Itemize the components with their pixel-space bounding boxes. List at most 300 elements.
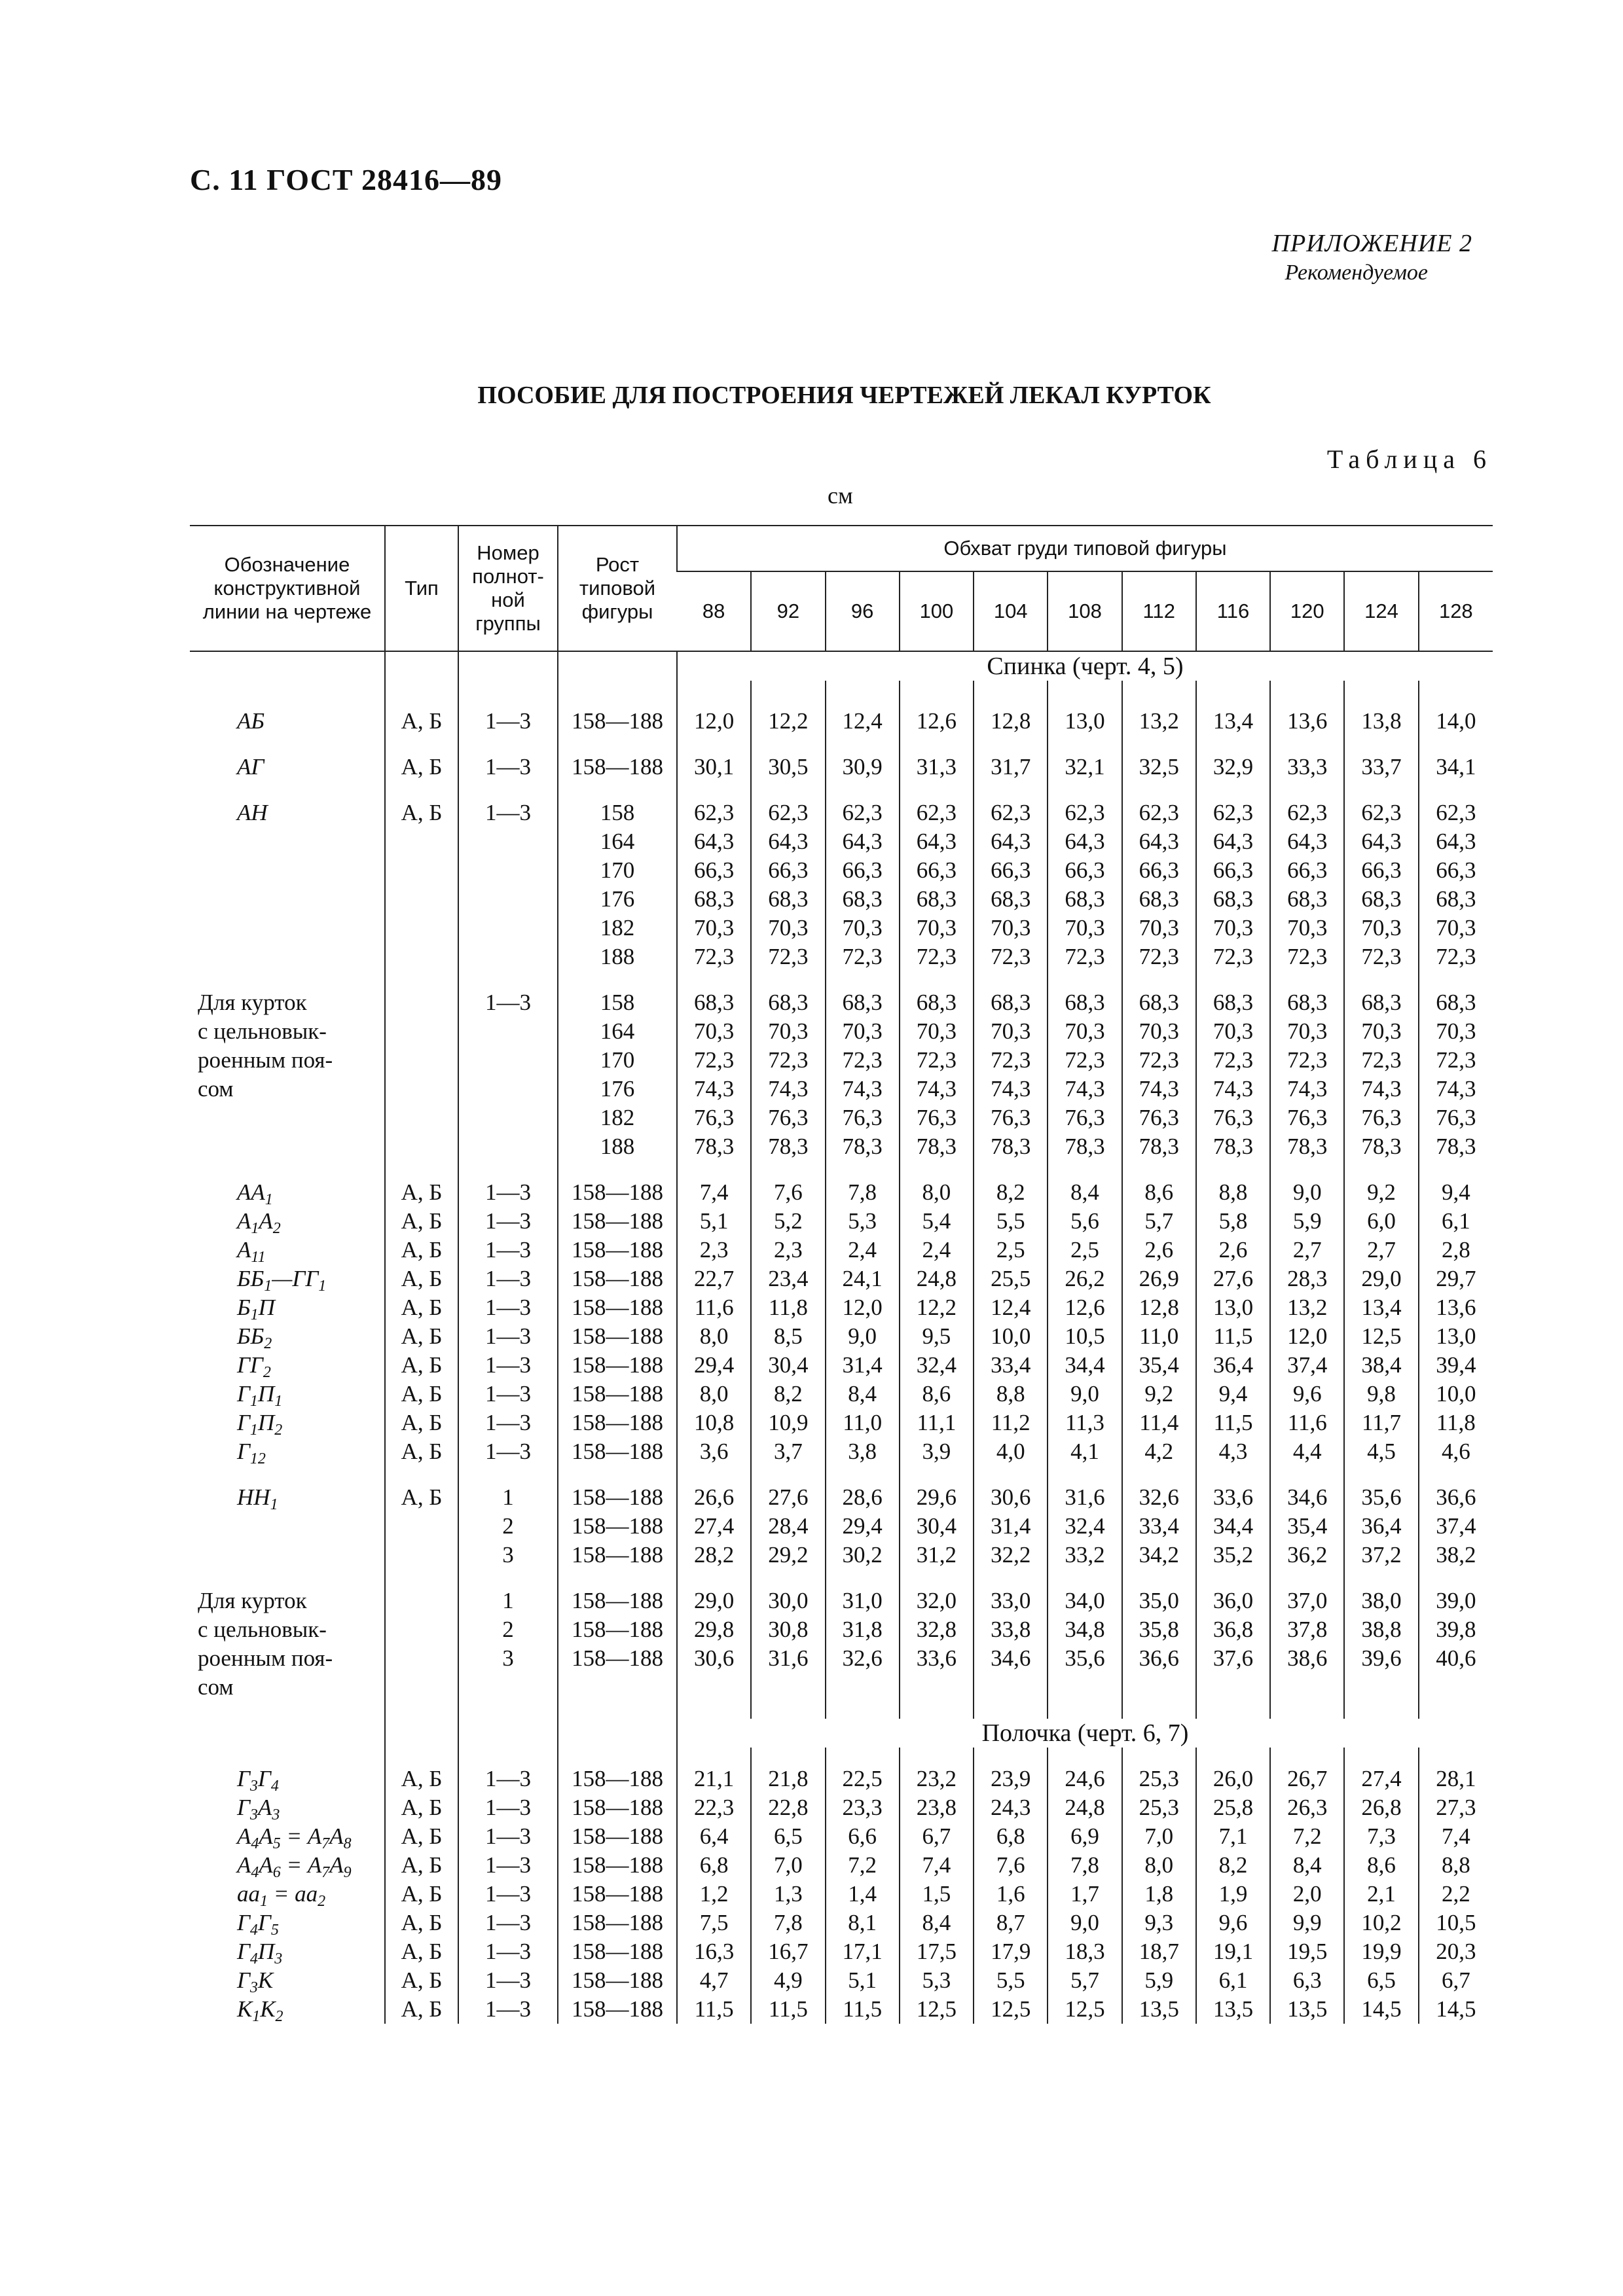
group-cell: [458, 1046, 558, 1075]
value-cell: 36,0: [1196, 1587, 1270, 1615]
value-cell: 1,7: [1048, 1880, 1122, 1909]
value-cell: 23,3: [826, 1793, 900, 1822]
value-cell: 9,0: [1270, 1178, 1344, 1207]
value-cell: 8,5: [751, 1322, 825, 1351]
height-cell: 158—188: [558, 1483, 677, 1512]
value-cell: 8,8: [1196, 1178, 1270, 1207]
value-cell: 74,3: [826, 1075, 900, 1103]
value-cell: 11,1: [900, 1408, 974, 1437]
value-cell: 9,0: [826, 1322, 900, 1351]
value-cell: 64,3: [1419, 827, 1493, 856]
designation-cell: [190, 1512, 385, 1541]
value-cell: 76,3: [1122, 1103, 1196, 1132]
group-cell: 1—3: [458, 1851, 558, 1880]
value-cell: 30,6: [974, 1483, 1048, 1512]
value-cell: 74,3: [900, 1075, 974, 1103]
value-cell: 5,3: [826, 1207, 900, 1236]
value-cell: 72,3: [1048, 942, 1122, 971]
value-cell: [751, 1673, 825, 1702]
value-cell: 32,6: [1122, 1483, 1196, 1512]
group-cell: 1—3: [458, 1765, 558, 1793]
value-cell: 72,3: [974, 942, 1048, 971]
header-chest-size: 116: [1196, 571, 1270, 651]
value-cell: 11,5: [826, 1995, 900, 2024]
value-cell: 5,1: [677, 1207, 751, 1236]
table-row: [190, 1765, 1493, 1793]
value-cell: 20,3: [1419, 1937, 1493, 1966]
value-cell: 13,6: [1419, 1293, 1493, 1322]
designation-cell: $А_4А_5 = А_7А_8$: [237, 1823, 352, 1852]
value-cell: 70,3: [1048, 1017, 1122, 1046]
value-cell: 22,3: [677, 1793, 751, 1822]
value-cell: 30,2: [826, 1541, 900, 1570]
value-cell: 66,3: [826, 856, 900, 885]
value-cell: [677, 1673, 751, 1702]
value-cell: 26,8: [1344, 1793, 1418, 1822]
group-cell: 3: [458, 1644, 558, 1673]
value-cell: 36,8: [1196, 1615, 1270, 1644]
value-cell: 2,7: [1270, 1236, 1344, 1265]
value-cell: 36,4: [1196, 1351, 1270, 1380]
value-cell: 70,3: [826, 914, 900, 942]
value-cell: 72,3: [826, 1046, 900, 1075]
value-cell: 70,3: [1196, 914, 1270, 942]
designation-cell: $АА_1$: [237, 1179, 273, 1208]
data-table: [190, 525, 1493, 2024]
value-cell: 72,3: [1419, 1046, 1493, 1075]
value-cell: 19,5: [1270, 1937, 1344, 1966]
type-cell: [385, 1017, 458, 1046]
value-cell: 5,6: [1048, 1207, 1122, 1236]
value-cell: 9,3: [1122, 1909, 1196, 1937]
type-cell: А, Б: [385, 707, 458, 736]
table-row: [190, 1587, 1493, 1615]
height-cell: [558, 1673, 677, 1702]
value-cell: 7,6: [974, 1851, 1048, 1880]
value-cell: 32,2: [974, 1541, 1048, 1570]
group-cell: [458, 1132, 558, 1161]
value-cell: 70,3: [677, 914, 751, 942]
height-cell: 170: [558, 856, 677, 885]
table-row: [190, 798, 1493, 827]
value-cell: 12,5: [974, 1995, 1048, 2024]
group-cell: [458, 856, 558, 885]
value-cell: 26,3: [1270, 1793, 1344, 1822]
value-cell: 74,3: [1196, 1075, 1270, 1103]
type-cell: А, Б: [385, 1380, 458, 1408]
type-cell: [385, 1103, 458, 1132]
value-cell: 34,4: [1196, 1512, 1270, 1541]
value-cell: 72,3: [1344, 1046, 1418, 1075]
table-row: [190, 827, 1493, 856]
value-cell: [1344, 1673, 1418, 1702]
value-cell: 9,6: [1270, 1380, 1344, 1408]
value-cell: 11,0: [826, 1408, 900, 1437]
value-cell: 32,9: [1196, 753, 1270, 781]
height-cell: 158—188: [558, 707, 677, 736]
value-cell: 76,3: [900, 1103, 974, 1132]
value-cell: 26,7: [1270, 1765, 1344, 1793]
value-cell: 33,2: [1048, 1541, 1122, 1570]
type-cell: А, Б: [385, 1265, 458, 1293]
value-cell: 5,4: [900, 1207, 974, 1236]
value-cell: 13,8: [1344, 707, 1418, 736]
value-cell: 6,5: [751, 1822, 825, 1851]
height-cell: 158—188: [558, 1937, 677, 1966]
value-cell: 74,3: [1270, 1075, 1344, 1103]
value-cell: 64,3: [1270, 827, 1344, 856]
height-cell: 164: [558, 1017, 677, 1046]
value-cell: 35,8: [1122, 1615, 1196, 1644]
value-cell: 11,6: [1270, 1408, 1344, 1437]
value-cell: 11,5: [751, 1995, 825, 2024]
height-cell: 158—188: [558, 1966, 677, 1995]
type-cell: А, Б: [385, 1207, 458, 1236]
value-cell: 12,4: [826, 707, 900, 736]
value-cell: 28,1: [1419, 1765, 1493, 1793]
value-cell: 7,0: [751, 1851, 825, 1880]
value-cell: 8,8: [974, 1380, 1048, 1408]
designation-cell: $Б_1П$: [237, 1295, 275, 1323]
value-cell: 70,3: [1196, 1017, 1270, 1046]
value-cell: 29,0: [677, 1587, 751, 1615]
value-cell: 25,5: [974, 1265, 1048, 1293]
value-cell: 5,9: [1122, 1966, 1196, 1995]
designation-cell: $Г_3К$: [237, 1967, 274, 1996]
value-cell: 13,4: [1196, 707, 1270, 736]
value-cell: 30,9: [826, 753, 900, 781]
table-row: [190, 1615, 1493, 1644]
value-cell: 36,2: [1270, 1541, 1344, 1570]
value-cell: 8,1: [826, 1909, 900, 1937]
value-cell: 28,3: [1270, 1265, 1344, 1293]
type-cell: А, Б: [385, 1178, 458, 1207]
value-cell: 72,3: [1270, 942, 1344, 971]
value-cell: 9,0: [1048, 1909, 1122, 1937]
value-cell: 76,3: [974, 1103, 1048, 1132]
value-cell: 1,6: [974, 1880, 1048, 1909]
value-cell: 26,0: [1196, 1765, 1270, 1793]
value-cell: 33,8: [974, 1615, 1048, 1644]
value-cell: 8,4: [1048, 1178, 1122, 1207]
type-cell: А, Б: [385, 1937, 458, 1966]
value-cell: 9,0: [1048, 1380, 1122, 1408]
designation-cell: [190, 827, 385, 856]
value-cell: 12,0: [677, 707, 751, 736]
type-cell: [385, 827, 458, 856]
value-cell: 33,7: [1344, 753, 1418, 781]
section-title: Полочка (черт. 6, 7): [677, 1719, 1493, 1748]
value-cell: 16,3: [677, 1937, 751, 1966]
value-cell: 39,6: [1344, 1644, 1418, 1673]
height-cell: 158—188: [558, 1644, 677, 1673]
value-cell: 27,4: [1344, 1765, 1418, 1793]
value-cell: 7,3: [1344, 1822, 1418, 1851]
value-cell: 72,3: [1196, 942, 1270, 971]
value-cell: 68,3: [900, 885, 974, 914]
group-cell: 1—3: [458, 1380, 558, 1408]
appendix-subtitle: Рекомендуемое: [1285, 260, 1428, 285]
value-cell: 13,5: [1122, 1995, 1196, 2024]
designation-cell: $ГГ_2$: [237, 1352, 271, 1381]
type-cell: А, Б: [385, 1351, 458, 1380]
group-cell: 1—3: [458, 1909, 558, 1937]
value-cell: 62,3: [677, 798, 751, 827]
value-cell: 68,3: [1419, 885, 1493, 914]
value-cell: 24,1: [826, 1265, 900, 1293]
value-cell: 64,3: [974, 827, 1048, 856]
value-cell: 37,4: [1270, 1351, 1344, 1380]
value-cell: 78,3: [900, 1132, 974, 1161]
value-cell: 24,3: [974, 1793, 1048, 1822]
value-cell: 10,0: [974, 1322, 1048, 1351]
value-cell: 66,3: [1122, 856, 1196, 885]
value-cell: 70,3: [1270, 1017, 1344, 1046]
height-cell: 158—188: [558, 753, 677, 781]
value-cell: 5,7: [1122, 1207, 1196, 1236]
value-cell: 14,5: [1419, 1995, 1493, 2024]
value-cell: 31,8: [826, 1615, 900, 1644]
designation-cell: $А_1А_2$: [237, 1208, 281, 1237]
value-cell: 12,5: [1048, 1995, 1122, 2024]
value-cell: 7,2: [826, 1851, 900, 1880]
value-cell: 17,1: [826, 1937, 900, 1966]
type-cell: А, Б: [385, 1880, 458, 1909]
height-cell: 158—188: [558, 1293, 677, 1322]
value-cell: 64,3: [1344, 827, 1418, 856]
type-cell: А, Б: [385, 1408, 458, 1437]
value-cell: 7,4: [1419, 1822, 1493, 1851]
table-row: [190, 1408, 1493, 1437]
value-cell: 13,6: [1270, 707, 1344, 736]
value-cell: 78,3: [974, 1132, 1048, 1161]
type-cell: А, Б: [385, 798, 458, 827]
value-cell: 21,8: [751, 1765, 825, 1793]
value-cell: 4,5: [1344, 1437, 1418, 1466]
value-cell: 76,3: [1419, 1103, 1493, 1132]
value-cell: 70,3: [1122, 914, 1196, 942]
value-cell: 74,3: [751, 1075, 825, 1103]
value-cell: 74,3: [1344, 1075, 1418, 1103]
table-row: [190, 1293, 1493, 1322]
value-cell: 68,3: [1344, 885, 1418, 914]
table-row: [190, 856, 1493, 885]
value-cell: 6,8: [974, 1822, 1048, 1851]
value-cell: 2,0: [1270, 1880, 1344, 1909]
value-cell: 26,2: [1048, 1265, 1122, 1293]
value-cell: 5,3: [900, 1966, 974, 1995]
value-cell: 38,0: [1344, 1587, 1418, 1615]
value-cell: 70,3: [1344, 1017, 1418, 1046]
value-cell: 70,3: [677, 1017, 751, 1046]
value-cell: 27,4: [677, 1512, 751, 1541]
value-cell: 68,3: [974, 885, 1048, 914]
value-cell: 66,3: [900, 856, 974, 885]
value-cell: 12,5: [1344, 1322, 1418, 1351]
designation-cell: АБ: [237, 708, 265, 734]
value-cell: 78,3: [751, 1132, 825, 1161]
value-cell: 4,7: [677, 1966, 751, 1995]
value-cell: 1,4: [826, 1880, 900, 1909]
height-cell: 188: [558, 942, 677, 971]
value-cell: 21,1: [677, 1765, 751, 1793]
value-cell: 72,3: [677, 942, 751, 971]
value-cell: 32,6: [826, 1644, 900, 1673]
value-cell: 9,4: [1419, 1178, 1493, 1207]
table-row: [190, 1046, 1493, 1075]
value-cell: 7,8: [1048, 1851, 1122, 1880]
table-row: [190, 1322, 1493, 1351]
height-cell: 182: [558, 1103, 677, 1132]
value-cell: 19,9: [1344, 1937, 1418, 1966]
value-cell: 35,0: [1122, 1587, 1196, 1615]
value-cell: [1048, 1673, 1122, 1702]
height-cell: 158—188: [558, 1236, 677, 1265]
value-cell: 72,3: [1344, 942, 1418, 971]
designation-cell: сом: [198, 1076, 234, 1102]
value-cell: 29,4: [677, 1351, 751, 1380]
value-cell: 5,5: [974, 1207, 1048, 1236]
group-cell: 1—3: [458, 1322, 558, 1351]
value-cell: 1,9: [1196, 1880, 1270, 1909]
type-cell: А, Б: [385, 1851, 458, 1880]
value-cell: 9,2: [1122, 1380, 1196, 1408]
value-cell: 70,3: [974, 914, 1048, 942]
group-cell: 1—3: [458, 1966, 558, 1995]
value-cell: 11,4: [1122, 1408, 1196, 1437]
table-row: [190, 1822, 1493, 1851]
value-cell: 8,8: [1419, 1851, 1493, 1880]
value-cell: 10,9: [751, 1408, 825, 1437]
value-cell: 31,4: [826, 1351, 900, 1380]
value-cell: 6,3: [1270, 1966, 1344, 1995]
value-cell: 38,4: [1344, 1351, 1418, 1380]
table-row: [190, 1995, 1493, 2024]
value-cell: 35,4: [1122, 1351, 1196, 1380]
height-cell: 158—188: [558, 1765, 677, 1793]
value-cell: 66,3: [1419, 856, 1493, 885]
value-cell: 37,6: [1196, 1644, 1270, 1673]
value-cell: 29,7: [1419, 1265, 1493, 1293]
value-cell: 7,4: [677, 1178, 751, 1207]
value-cell: 14,0: [1419, 707, 1493, 736]
designation-cell: роенным поя-: [198, 1645, 333, 1671]
value-cell: 32,0: [900, 1587, 974, 1615]
value-cell: 1,8: [1122, 1880, 1196, 1909]
value-cell: 12,5: [900, 1995, 974, 2024]
value-cell: 12,8: [1122, 1293, 1196, 1322]
value-cell: 30,0: [751, 1587, 825, 1615]
height-cell: 158—188: [558, 1437, 677, 1466]
value-cell: 6,5: [1344, 1966, 1418, 1995]
height-cell: 158—188: [558, 1822, 677, 1851]
value-cell: 68,3: [1122, 988, 1196, 1017]
value-cell: 72,3: [1048, 1046, 1122, 1075]
table-row: [190, 988, 1493, 1017]
value-cell: 9,6: [1196, 1909, 1270, 1937]
type-cell: А, Б: [385, 1995, 458, 2024]
value-cell: 66,3: [1270, 856, 1344, 885]
type-cell: [385, 1615, 458, 1644]
value-cell: 72,3: [1196, 1046, 1270, 1075]
value-cell: 68,3: [1196, 885, 1270, 914]
value-cell: 37,2: [1344, 1541, 1418, 1570]
value-cell: 7,0: [1122, 1822, 1196, 1851]
value-cell: 64,3: [1196, 827, 1270, 856]
type-cell: [385, 1673, 458, 1702]
table-row: [190, 1966, 1493, 1995]
designation-cell: $ББ_2$: [237, 1323, 272, 1352]
value-cell: 4,0: [974, 1437, 1048, 1466]
value-cell: 70,3: [900, 1017, 974, 1046]
value-cell: 78,3: [1196, 1132, 1270, 1161]
header-chest-size: 104: [974, 571, 1048, 651]
value-cell: 78,3: [1419, 1132, 1493, 1161]
height-cell: 158: [558, 798, 677, 827]
header-chest-size: 128: [1419, 571, 1493, 651]
value-cell: 76,3: [1270, 1103, 1344, 1132]
value-cell: 8,4: [826, 1380, 900, 1408]
value-cell: 36,6: [1419, 1483, 1493, 1512]
value-cell: 70,3: [751, 1017, 825, 1046]
designation-cell: $Г_1П_1$: [237, 1381, 283, 1410]
value-cell: 10,5: [1419, 1909, 1493, 1937]
value-cell: 6,1: [1419, 1207, 1493, 1236]
value-cell: 34,1: [1419, 753, 1493, 781]
type-cell: А, Б: [385, 1437, 458, 1466]
height-cell: 182: [558, 914, 677, 942]
height-cell: 176: [558, 885, 677, 914]
page-header: С. 11 ГОСТ 28416—89: [190, 163, 503, 196]
value-cell: 7,8: [751, 1909, 825, 1937]
value-cell: 30,5: [751, 753, 825, 781]
value-cell: 2,4: [826, 1236, 900, 1265]
group-cell: [458, 1673, 558, 1702]
value-cell: 23,8: [900, 1793, 974, 1822]
value-cell: [900, 1673, 974, 1702]
value-cell: 5,2: [751, 1207, 825, 1236]
value-cell: 70,3: [900, 914, 974, 942]
designation-cell: $Г_4Г_5$: [237, 1910, 279, 1939]
value-cell: 72,3: [751, 1046, 825, 1075]
group-cell: 1—3: [458, 1207, 558, 1236]
value-cell: 11,7: [1344, 1408, 1418, 1437]
value-cell: 74,3: [974, 1075, 1048, 1103]
value-cell: 5,1: [826, 1966, 900, 1995]
height-cell: 158—188: [558, 1408, 677, 1437]
designation-cell: с цельновык-: [198, 1617, 327, 1642]
value-cell: 4,4: [1270, 1437, 1344, 1466]
value-cell: 62,3: [1196, 798, 1270, 827]
table-row: [190, 1017, 1493, 1046]
type-cell: [385, 856, 458, 885]
value-cell: 66,3: [1048, 856, 1122, 885]
designation-cell: $А_{11}$: [237, 1237, 266, 1266]
value-cell: 68,3: [1048, 885, 1122, 914]
value-cell: 5,5: [974, 1966, 1048, 1995]
appendix-title: ПРИЛОЖЕНИЕ 2: [1271, 230, 1472, 257]
value-cell: 35,4: [1270, 1512, 1344, 1541]
value-cell: 7,2: [1270, 1822, 1344, 1851]
value-cell: 76,3: [751, 1103, 825, 1132]
height-cell: 158—188: [558, 1851, 677, 1880]
value-cell: 2,5: [974, 1236, 1048, 1265]
designation-cell: Для курток: [198, 1588, 307, 1613]
value-cell: 28,4: [751, 1512, 825, 1541]
value-cell: 70,3: [1419, 914, 1493, 942]
value-cell: 9,5: [900, 1322, 974, 1351]
value-cell: 62,3: [900, 798, 974, 827]
